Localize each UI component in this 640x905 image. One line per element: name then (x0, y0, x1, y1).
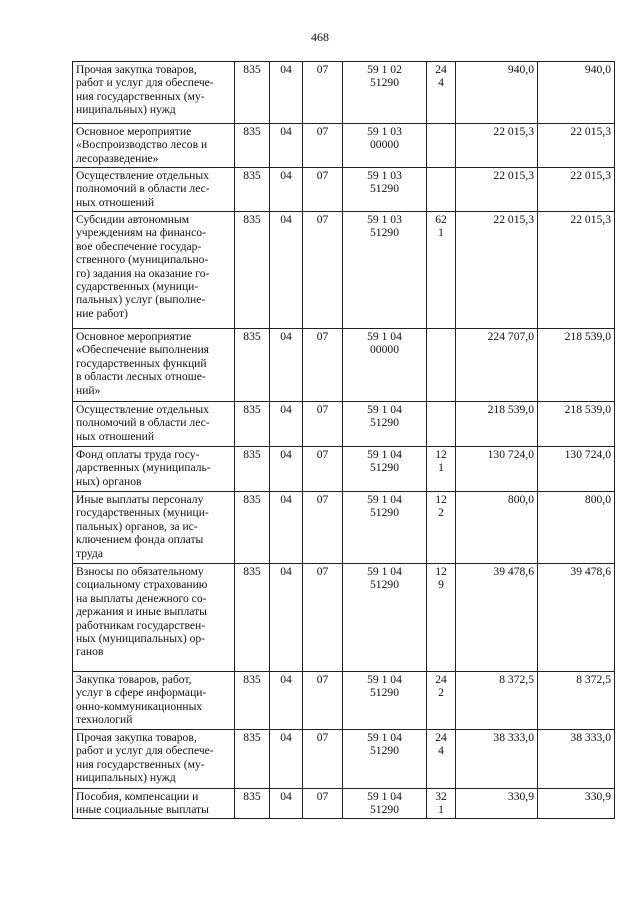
pr-value: 07 (316, 493, 329, 506)
pr-value: 07 (316, 448, 329, 461)
csr-line: 59 1 04 (367, 330, 402, 343)
sum2-value: 22 015,3 (570, 125, 611, 138)
section-code-cell (270, 402, 303, 447)
subsection-code-cell (303, 124, 343, 168)
desc-line: услуг в сфере информаци- (76, 686, 207, 700)
table-row (73, 62, 615, 124)
ved-value: 835 (243, 448, 261, 461)
table-row (73, 447, 615, 492)
target-article-cell (343, 402, 427, 447)
vr-line: 12 (435, 493, 447, 506)
amount-year1-cell (456, 402, 538, 447)
pr-value: 07 (316, 213, 329, 226)
expense-type-cell (427, 62, 456, 124)
sum2-value: 38 333,0 (570, 731, 611, 744)
subsection-code-cell (303, 730, 343, 789)
target-article-cell (343, 492, 427, 564)
csr-line: 51290 (370, 578, 399, 592)
pr-value: 07 (316, 673, 329, 686)
sum1-value: 39 478,6 (493, 565, 534, 578)
desc-line: Основное мероприятие (76, 125, 192, 138)
amount-year2-cell (538, 124, 615, 168)
ministry-code-cell (235, 212, 270, 329)
sum1-value: 38 333,0 (493, 731, 534, 744)
table-row (73, 168, 615, 212)
expense-type-cell (427, 402, 456, 447)
csr-line: 51290 (370, 461, 399, 475)
page-number: 468 (311, 30, 329, 44)
desc-line: полномочий в области лес- (76, 416, 210, 430)
desc-line: Пособия, компенсации и (76, 790, 199, 803)
amount-year1-cell (456, 124, 538, 168)
desc-line: ных) органов (76, 474, 142, 488)
vr-line: 1 (438, 461, 444, 475)
csr-line: 59 1 03 (367, 125, 402, 138)
desc-line: вое обеспечение государ- (76, 239, 202, 253)
rz-value: 04 (280, 448, 292, 461)
amount-year1-cell (456, 168, 538, 212)
subsection-code-cell (303, 492, 343, 564)
amount-year1-cell (456, 329, 538, 402)
desc-line: Закупка товаров, работ, (76, 673, 192, 686)
amount-year1-cell (456, 447, 538, 492)
target-article-cell (343, 447, 427, 492)
amount-year2-cell (538, 329, 615, 402)
ved-value: 835 (243, 63, 261, 76)
rz-value: 04 (280, 673, 292, 686)
ministry-code-cell (235, 62, 270, 124)
expense-description-cell (73, 492, 235, 564)
ved-value: 835 (243, 565, 261, 578)
csr-line: 51290 (370, 803, 399, 817)
desc-line: в области лесных отноше- (76, 370, 206, 384)
amount-year1-cell (456, 564, 538, 672)
target-article-cell (343, 564, 427, 672)
desc-line: Иные выплаты персоналу (76, 493, 204, 506)
table-row (73, 730, 615, 789)
sum1-value: 22 015,3 (493, 213, 534, 226)
expense-type-cell (427, 329, 456, 402)
rz-value: 04 (280, 565, 292, 578)
rz-value: 04 (280, 493, 292, 506)
desc-line: лесоразведение» (76, 151, 159, 165)
expense-description-cell (73, 124, 235, 168)
ministry-code-cell (235, 447, 270, 492)
expense-type-cell (427, 212, 456, 329)
sum1-value: 218 539,0 (487, 403, 534, 416)
expense-description-cell (73, 730, 235, 789)
budget-table-body (73, 62, 615, 819)
desc-line: учреждениям на финансо- (76, 226, 206, 240)
sum1-value: 330,9 (507, 790, 534, 803)
expense-description-cell (73, 62, 235, 124)
subsection-code-cell (303, 564, 343, 672)
sum1-value: 8 372,5 (499, 673, 534, 686)
desc-line: ных отношений (76, 195, 155, 209)
subsection-code-cell (303, 212, 343, 329)
sum1-value: 800,0 (507, 493, 534, 506)
rz-value: 04 (280, 790, 292, 803)
desc-line: работ и услуг для обеспече- (76, 76, 214, 90)
section-code-cell (270, 168, 303, 212)
subsection-code-cell (303, 168, 343, 212)
ministry-code-cell (235, 672, 270, 730)
table-row (73, 402, 615, 447)
rz-value: 04 (280, 330, 292, 343)
expense-description-cell (73, 168, 235, 212)
amount-year1-cell (456, 492, 538, 564)
desc-line: Субсидии автономным (76, 213, 190, 226)
rz-value: 04 (280, 125, 292, 138)
pr-value: 07 (316, 403, 329, 416)
desc-line: сударственных (муници- (76, 280, 199, 294)
target-article-cell (343, 124, 427, 168)
vr-line: 2 (438, 506, 444, 520)
desc-line: ниципальных) нужд (76, 103, 176, 117)
ministry-code-cell (235, 564, 270, 672)
table-row (73, 124, 615, 168)
desc-line: ных отношений (76, 429, 155, 443)
section-code-cell (270, 730, 303, 789)
desc-line: «Обеспечение выполнения (76, 343, 209, 357)
expense-type-cell (427, 168, 456, 212)
amount-year1-cell (456, 730, 538, 789)
desc-line: Основное мероприятие (76, 330, 192, 343)
desc-line: пальных) услуг (выполне- (76, 293, 206, 307)
desc-line: онно-коммуникационных (76, 699, 203, 713)
csr-line: 59 1 04 (367, 731, 402, 744)
sum1-value: 22 015,3 (493, 169, 534, 182)
csr-line: 59 1 04 (367, 493, 402, 506)
amount-year1-cell (456, 62, 538, 124)
expense-description-cell (73, 402, 235, 447)
table-row (73, 672, 615, 730)
ved-value: 835 (243, 330, 261, 343)
sum2-value: 800,0 (584, 493, 611, 506)
target-article-cell (343, 168, 427, 212)
rz-value: 04 (280, 731, 292, 744)
subsection-code-cell (303, 447, 343, 492)
csr-line: 51290 (370, 506, 399, 520)
desc-line: держания и иные выплаты (76, 605, 207, 619)
section-code-cell (270, 62, 303, 124)
expense-type-cell (427, 447, 456, 492)
desc-line: социальному страхованию (76, 578, 208, 592)
vr-line: 24 (435, 673, 447, 686)
desc-line: технологий (76, 713, 133, 727)
section-code-cell (270, 564, 303, 672)
ved-value: 835 (243, 403, 261, 416)
section-code-cell (270, 492, 303, 564)
vr-line: 1 (438, 226, 444, 240)
csr-line: 59 1 04 (367, 790, 402, 803)
desc-line: работникам государствен- (76, 618, 206, 632)
desc-line: пальных) органов, за ис- (76, 519, 198, 533)
amount-year2-cell (538, 62, 615, 124)
sum1-value: 224 707,0 (487, 330, 534, 343)
desc-line: дарственных (муниципаль- (76, 461, 211, 475)
expense-description-cell (73, 329, 235, 402)
ministry-code-cell (235, 402, 270, 447)
ved-value: 835 (243, 125, 261, 138)
desc-line: работ и услуг для обеспече- (76, 744, 214, 758)
vr-line: 2 (438, 686, 444, 700)
desc-line: государственных (муници- (76, 506, 209, 520)
expense-type-cell (427, 564, 456, 672)
csr-line: 59 1 04 (367, 565, 402, 578)
subsection-code-cell (303, 62, 343, 124)
amount-year1-cell (456, 672, 538, 730)
subsection-code-cell (303, 789, 343, 819)
expense-type-cell (427, 730, 456, 789)
section-code-cell (270, 124, 303, 168)
subsection-code-cell (303, 329, 343, 402)
csr-line: 51290 (370, 416, 399, 430)
table-row (73, 212, 615, 329)
pr-value: 07 (316, 125, 329, 138)
pr-value: 07 (316, 169, 329, 182)
csr-line: 59 1 03 (367, 213, 402, 226)
ved-value: 835 (243, 731, 261, 744)
target-article-cell (343, 329, 427, 402)
csr-line: 00000 (370, 343, 399, 357)
csr-line: 51290 (370, 182, 399, 196)
pr-value: 07 (316, 790, 329, 803)
amount-year2-cell (538, 402, 615, 447)
sum1-value: 22 015,3 (493, 125, 534, 138)
target-article-cell (343, 730, 427, 789)
csr-line: 59 1 03 (367, 169, 402, 182)
ved-value: 835 (243, 493, 261, 506)
amount-year2-cell (538, 730, 615, 789)
desc-line: иные социальные выплаты (76, 803, 209, 817)
amount-year2-cell (538, 789, 615, 819)
desc-line: Взносы по обязательному (76, 565, 204, 578)
csr-line: 51290 (370, 76, 399, 90)
target-article-cell (343, 672, 427, 730)
desc-line: государственных функций (76, 356, 207, 370)
sum2-value: 39 478,6 (570, 565, 611, 578)
sum1-value: 940,0 (507, 63, 534, 76)
desc-line: на выплаты денежного со- (76, 591, 207, 605)
desc-line: ниципальных) нужд (76, 771, 176, 785)
desc-line: ганов (76, 645, 104, 659)
amount-year2-cell (538, 212, 615, 329)
pr-value: 07 (316, 63, 329, 76)
csr-line: 59 1 02 (367, 63, 402, 76)
desc-line: ния государственных (му- (76, 89, 205, 103)
vr-line: 62 (435, 213, 447, 226)
ministry-code-cell (235, 789, 270, 819)
desc-line: Осуществление отдельных (76, 403, 209, 416)
vr-line: 9 (438, 578, 444, 592)
expense-type-cell (427, 789, 456, 819)
desc-line: «Воспроизводство лесов и (76, 138, 208, 152)
amount-year2-cell (538, 447, 615, 492)
vr-line: 24 (435, 63, 447, 76)
amount-year2-cell (538, 492, 615, 564)
vr-line: 4 (438, 76, 444, 90)
pr-value: 07 (316, 330, 329, 343)
target-article-cell (343, 789, 427, 819)
vr-line: 12 (435, 565, 447, 578)
expense-description-cell (73, 789, 235, 819)
budget-table (72, 61, 615, 819)
vr-line: 32 (435, 790, 447, 803)
section-code-cell (270, 672, 303, 730)
ministry-code-cell (235, 168, 270, 212)
ministry-code-cell (235, 124, 270, 168)
desc-line: Прочая закупка товаров, (76, 63, 197, 76)
section-code-cell (270, 329, 303, 402)
desc-line: труда (76, 546, 103, 560)
expense-description-cell (73, 564, 235, 672)
subsection-code-cell (303, 402, 343, 447)
desc-line: ключением фонда оплаты (76, 533, 204, 547)
sum2-value: 22 015,3 (570, 213, 611, 226)
desc-line: ния государственных (му- (76, 757, 205, 771)
desc-line: ний» (76, 383, 101, 397)
desc-line: Прочая закупка товаров, (76, 731, 197, 744)
expense-type-cell (427, 492, 456, 564)
amount-year2-cell (538, 672, 615, 730)
table-row (73, 329, 615, 402)
rz-value: 04 (280, 403, 292, 416)
vr-line: 12 (435, 448, 447, 461)
sum2-value: 218 539,0 (564, 403, 611, 416)
csr-line: 59 1 04 (367, 673, 402, 686)
desc-line: ных (муниципальных) ор- (76, 632, 206, 646)
csr-line: 00000 (370, 138, 399, 152)
sum2-value: 940,0 (584, 63, 611, 76)
pr-value: 07 (316, 565, 329, 578)
amount-year1-cell (456, 212, 538, 329)
section-code-cell (270, 447, 303, 492)
csr-line: 59 1 04 (367, 403, 402, 416)
desc-line: ственного (муниципально- (76, 253, 209, 267)
table-row (73, 492, 615, 564)
rz-value: 04 (280, 213, 292, 226)
sum2-value: 330,9 (584, 790, 611, 803)
ministry-code-cell (235, 730, 270, 789)
ministry-code-cell (235, 329, 270, 402)
expense-description-cell (73, 447, 235, 492)
ved-value: 835 (243, 213, 261, 226)
ved-value: 835 (243, 673, 261, 686)
section-code-cell (270, 212, 303, 329)
csr-line: 51290 (370, 744, 399, 758)
desc-line: полномочий в области лес- (76, 182, 210, 196)
pr-value: 07 (316, 731, 329, 744)
ministry-code-cell (235, 492, 270, 564)
ved-value: 835 (243, 169, 261, 182)
amount-year2-cell (538, 564, 615, 672)
amount-year2-cell (538, 168, 615, 212)
vr-line: 24 (435, 731, 447, 744)
desc-line: Фонд оплаты труда госу- (76, 448, 200, 461)
rz-value: 04 (280, 169, 292, 182)
csr-line: 51290 (370, 686, 399, 700)
section-code-cell (270, 789, 303, 819)
amount-year1-cell (456, 789, 538, 819)
sum1-value: 130 724,0 (487, 448, 534, 461)
csr-line: 59 1 04 (367, 448, 402, 461)
desc-line: ние работ) (76, 306, 128, 320)
sum2-value: 130 724,0 (564, 448, 611, 461)
vr-line: 4 (438, 744, 444, 758)
sum2-value: 8 372,5 (576, 673, 611, 686)
ved-value: 835 (243, 790, 261, 803)
expense-type-cell (427, 672, 456, 730)
desc-line: го) задания на оказание го- (76, 266, 210, 280)
target-article-cell (343, 212, 427, 329)
vr-line: 1 (438, 803, 444, 817)
expense-description-cell (73, 672, 235, 730)
table-row (73, 789, 615, 819)
expense-type-cell (427, 124, 456, 168)
sum2-value: 22 015,3 (570, 169, 611, 182)
target-article-cell (343, 62, 427, 124)
table-row (73, 564, 615, 672)
rz-value: 04 (280, 63, 292, 76)
subsection-code-cell (303, 672, 343, 730)
csr-line: 51290 (370, 226, 399, 240)
expense-description-cell (73, 212, 235, 329)
sum2-value: 218 539,0 (564, 330, 611, 343)
desc-line: Осуществление отдельных (76, 169, 209, 182)
